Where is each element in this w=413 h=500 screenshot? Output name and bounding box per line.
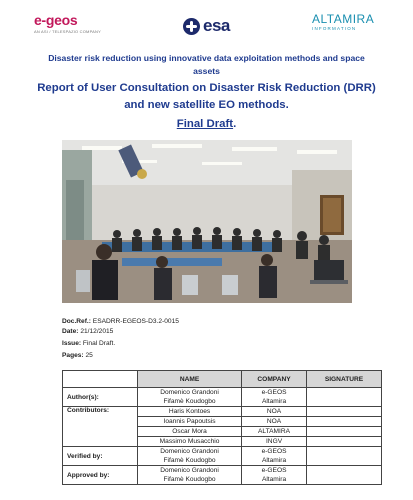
person-name: Fifamè Koudogbo: [163, 476, 216, 483]
company-name: ALTAMIRA: [242, 427, 306, 437]
company-cell: [242, 447, 307, 466]
table-header-signature: SIGNATURE: [307, 371, 382, 388]
doc-issue-value: Final Draft.: [82, 340, 116, 347]
egeos-logo-mark: e-geos: [34, 12, 78, 28]
role-cell: Approved by:: [63, 466, 138, 485]
table-row: [63, 407, 382, 447]
person-name: Fifamè Koudogbo: [163, 457, 216, 464]
signature-line: [307, 427, 381, 437]
doc-date-value: 21/12/2015: [80, 328, 114, 335]
egeos-logo: [34, 12, 114, 40]
signature-cell: [307, 407, 382, 447]
table-row: [63, 466, 382, 485]
table-header-role: [63, 371, 138, 388]
role-cell: Verified by:: [63, 447, 138, 466]
esa-logo: [183, 12, 243, 40]
doc-pages-label: Pages:: [62, 352, 84, 359]
company-name: e-GEOS: [261, 389, 287, 396]
signature-table: [62, 370, 382, 485]
company-name: Altamira: [261, 457, 287, 464]
table-header-company: COMPANY: [242, 371, 307, 388]
company-cell: [242, 388, 307, 407]
altamira-logo-mark: ALTAMIRA: [312, 12, 375, 26]
draft-label: [0, 118, 413, 130]
person-name: Domenico Grandoni: [160, 448, 219, 455]
esa-logo-mark: esa: [203, 16, 230, 35]
altamira-logo: [312, 12, 382, 40]
person-name: Domenico Grandoni: [160, 389, 219, 396]
person-name: Fifamè Koudogbo: [163, 398, 216, 405]
doc-ref-label: Doc.Ref.:: [62, 318, 91, 325]
company-cell: [242, 466, 307, 485]
logo-row: [0, 12, 413, 40]
person-name: Oscar Mora: [138, 427, 241, 437]
person-name: Ioannis Papoutsis: [138, 417, 241, 427]
table-row: [63, 388, 382, 407]
doc-date: [62, 328, 113, 335]
role-cell: Contributors:: [63, 407, 138, 447]
company-name: NOA: [242, 407, 306, 417]
meeting-photo: [62, 140, 352, 303]
draft-label-suffix: .: [233, 118, 237, 130]
person-name: Haris Kontoes: [138, 407, 241, 417]
company-name: Altamira: [261, 476, 287, 483]
name-cell: [138, 466, 242, 485]
company-name: e-GEOS: [261, 448, 287, 455]
meeting-room-illustration: [62, 140, 352, 303]
table-row: [63, 447, 382, 466]
role-cell: Author(s):: [63, 388, 138, 407]
signature-line: [307, 407, 381, 417]
name-cell: [138, 407, 242, 447]
signature-cell: [307, 466, 382, 485]
egeos-logo-subline: AN ASI / TELESPAZIO COMPANY: [34, 29, 101, 34]
company-name: Altamira: [261, 398, 287, 405]
signature-line: [307, 437, 381, 446]
signature-cell: [307, 388, 382, 407]
table-header-row: [63, 371, 382, 388]
person-name: Massimo Musacchio: [159, 438, 220, 445]
signature-line: [307, 417, 381, 427]
doc-ref: [62, 318, 179, 325]
doc-pages-value: 25: [85, 352, 93, 359]
doc-date-label: Date:: [62, 328, 79, 335]
report-title: Report of User Consultation on Disaster Risk Reduction (DRR) and new satellite EO methods.: [37, 82, 376, 111]
company-name: e-GEOS: [261, 467, 287, 474]
table-header-name: NAME: [138, 371, 242, 388]
company-name: INGV: [265, 438, 283, 445]
doc-pages: [62, 352, 93, 359]
name-cell: [138, 447, 242, 466]
person-name: Domenico Grandoni: [160, 467, 219, 474]
doc-ref-value: ESADRR-EGEOS-D3.2-0015: [92, 318, 179, 325]
esa-emblem-icon: [183, 18, 200, 35]
doc-issue: [62, 340, 115, 347]
company-name: NOA: [242, 417, 306, 427]
project-subtitle: Disaster risk reduction using innovative data exploitation methods and space assets: [48, 53, 365, 76]
name-cell: [138, 388, 242, 407]
doc-issue-label: Issue:: [62, 340, 82, 347]
draft-label-text: Final Draft: [176, 118, 234, 130]
altamira-logo-subline: INFORMATION: [312, 26, 357, 31]
company-cell: [242, 407, 307, 447]
signature-cell: [307, 447, 382, 466]
